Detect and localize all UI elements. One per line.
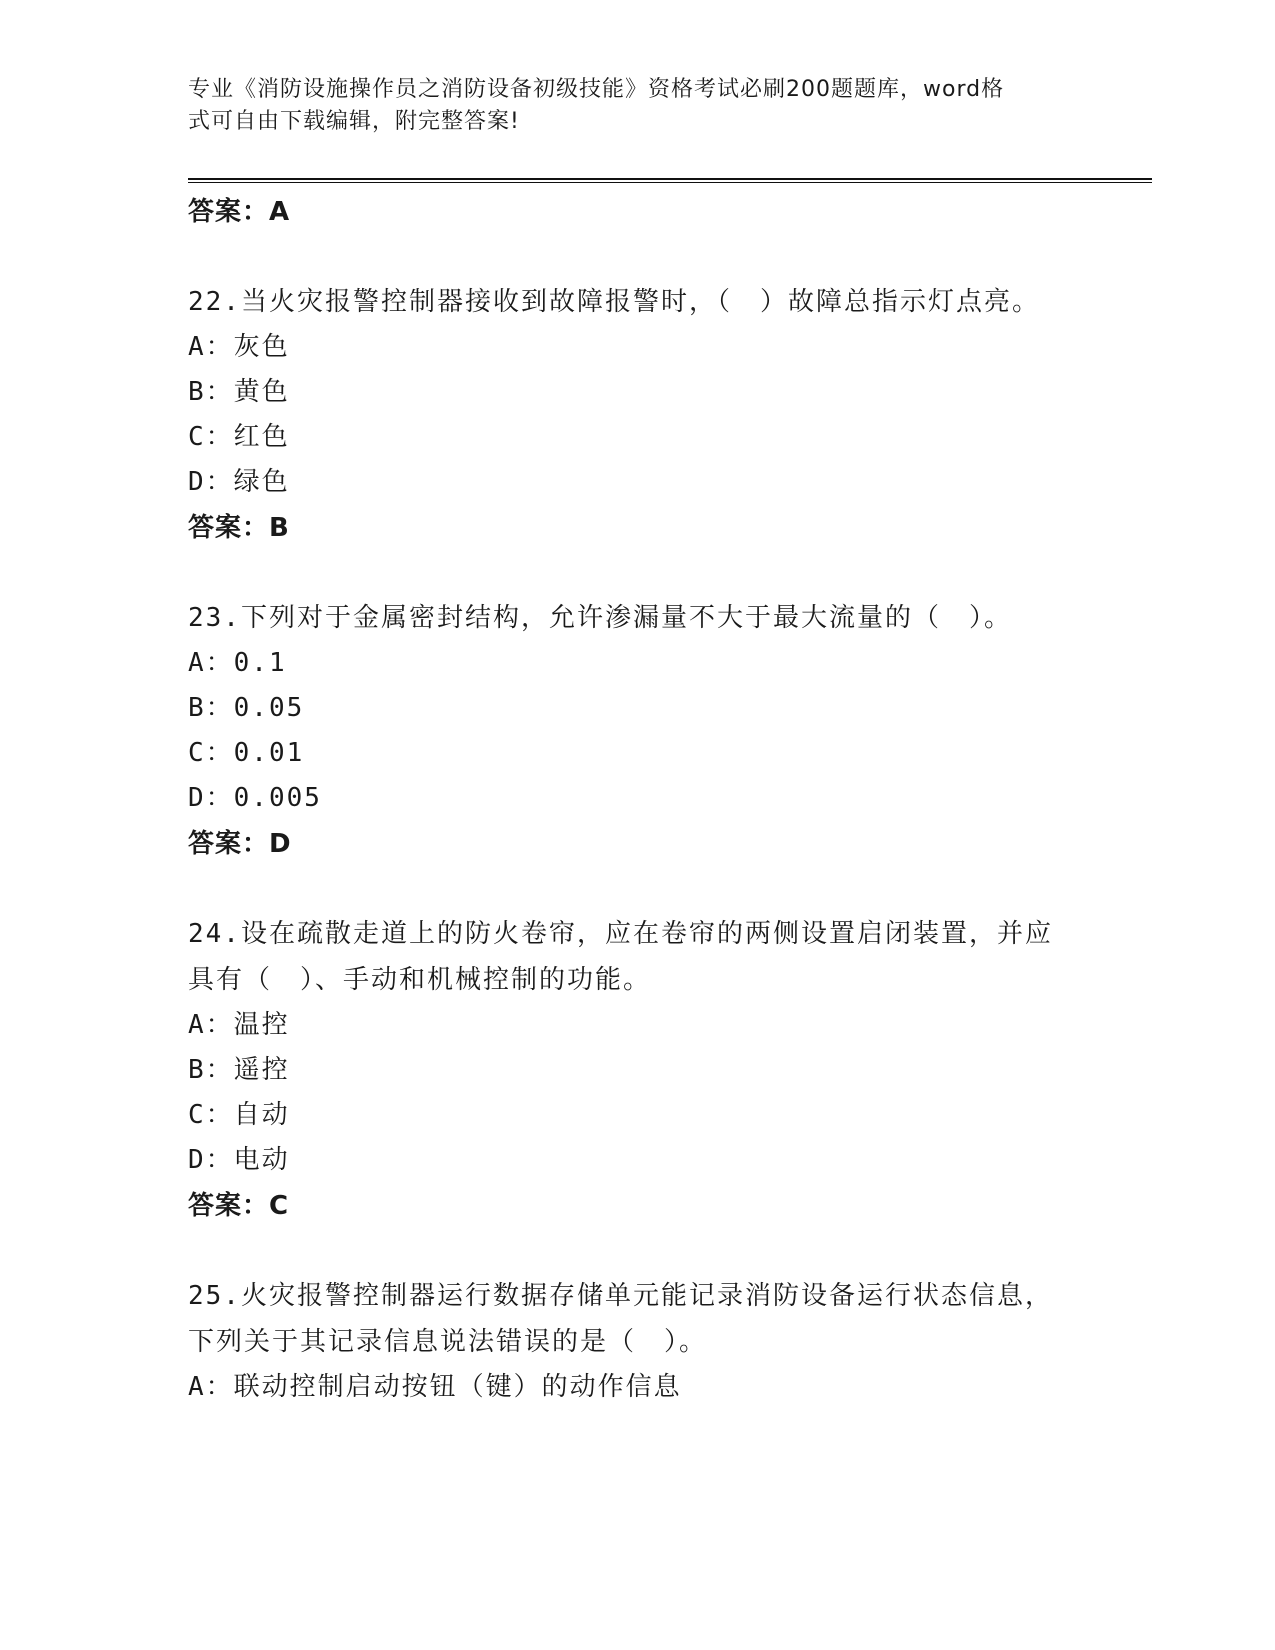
- spacer: [188, 1229, 1088, 1273]
- answer-label: 答案：B: [188, 513, 290, 543]
- option-a: A：温控: [188, 1010, 290, 1040]
- option-c: C：红色: [188, 422, 290, 452]
- question-text: 23.下列对于金属密封结构，允许渗漏量不大于最大流量的（ ）。: [188, 603, 1012, 633]
- previous-answer: 答案：A: [188, 197, 291, 227]
- question-block: [188, 595, 1088, 867]
- header-line-2: 式可自由下载编辑，附完整答案!: [188, 109, 520, 134]
- question-text-continued: 具有（ ）、手动和机械控制的功能。: [188, 965, 652, 995]
- question-block: [188, 279, 1088, 551]
- question-list: [188, 189, 1088, 1410]
- option-b: B：遥控: [188, 1055, 290, 1085]
- question-block: [188, 911, 1088, 1229]
- question-text-continued: 下列关于其记录信息说法错误的是（ ）。: [188, 1327, 708, 1357]
- option-a: A：联动控制启动按钮（键）的动作信息: [188, 1372, 682, 1402]
- answer-label: 答案：D: [188, 829, 292, 859]
- question-block: [188, 1273, 1088, 1410]
- answer-label: 答案：C: [188, 1191, 290, 1221]
- option-c: C：自动: [188, 1100, 290, 1130]
- spacer: [188, 551, 1088, 595]
- option-d: D：绿色: [188, 467, 290, 497]
- question-text: 24.设在疏散走道上的防火卷帘，应在卷帘的两侧设置启闭装置，并应: [188, 919, 1053, 949]
- option-a: A：0.1: [188, 648, 287, 678]
- question-text: 22.当火灾报警控制器接收到故障报警时，（ ）故障总指示灯点亮。: [188, 287, 1040, 317]
- option-a: A：灰色: [188, 332, 290, 362]
- document-header: [188, 74, 1078, 138]
- header-line-1: 专业《消防设施操作员之消防设备初级技能》资格考试必刷200题题库，word格: [188, 77, 1005, 102]
- spacer: [188, 867, 1088, 911]
- option-b: B：黄色: [188, 377, 290, 407]
- option-d: D：0.005: [188, 783, 322, 813]
- question-text: 25.火灾报警控制器运行数据存储单元能记录消防设备运行状态信息，: [188, 1281, 1053, 1311]
- header-divider: [188, 178, 1152, 183]
- option-c: C：0.01: [188, 738, 305, 768]
- option-b: B：0.05: [188, 693, 305, 723]
- option-d: D：电动: [188, 1145, 290, 1175]
- spacer: [188, 235, 1088, 279]
